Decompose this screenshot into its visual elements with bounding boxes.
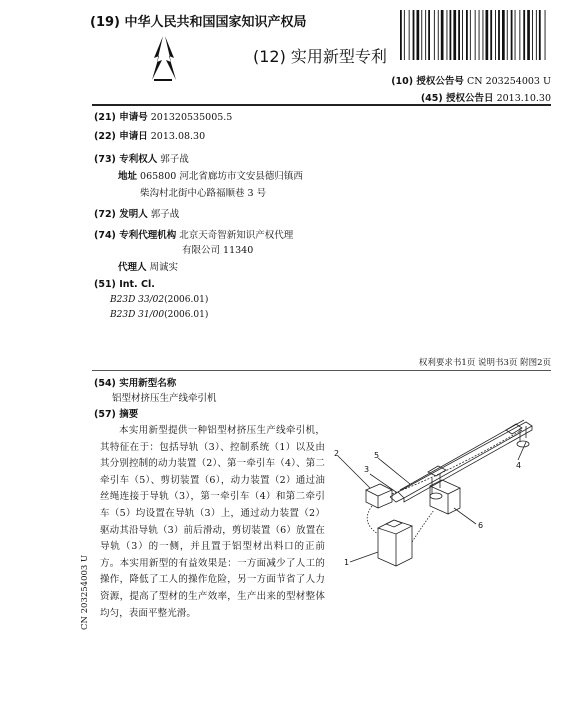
ipc-code: B23D 33/02 [110,295,165,305]
office-title: (19) 中华人民共和国国家知识产权局 [90,15,307,30]
cnipa-logo-icon [146,34,180,82]
inventor-row [94,206,179,220]
agency-line-1: 北京天奇智新知识产权代理 [179,230,294,241]
address-row [118,168,303,182]
publication-number-label: (10) 授权公告号 [391,76,464,87]
agency-row [94,227,293,241]
section-divider [92,370,551,371]
application-date: 2013.08.30 [150,131,206,142]
figure-label-2: 2 [334,449,340,458]
application-number-label: (21) 申请号 [94,112,148,123]
figure-label-5: 5 [374,451,380,460]
abstract-label-text: (57) 摘要 [94,409,139,420]
address-label: 地址 [118,171,138,182]
address-line-1: 065800 河北省廊坊市文安县德归镇西 [140,171,303,182]
figure-label-3: 3 [364,465,370,474]
patentee: 郭子战 [160,154,189,165]
ipc-code: B23D 31/00 [110,310,165,320]
application-date-label: (22) 申请日 [94,131,148,142]
title-label [94,375,176,389]
application-number: 201320535005.5 [150,112,233,123]
agent-label: 代理人 [118,262,147,273]
publication-number-row [391,73,551,87]
ipc-entry [110,295,208,305]
figure-label-6: 6 [478,521,484,530]
ipc-entry [110,310,208,320]
utility-model-title: 铝型材挤压生产线牵引机 [112,393,217,404]
agent-row [118,259,178,273]
application-date-row [94,128,205,142]
ipc-version: (2006.01) [164,310,209,320]
inventor: 郭子战 [150,209,180,220]
publication-date-label: (45) 授权公告日 [420,93,494,104]
figure-label-4: 4 [516,461,522,470]
page-count-note: 权利要求书1页 说明书3页 附图2页 [418,358,551,368]
publication-date-row [421,90,551,104]
ipc-label [94,279,155,290]
agency-line-2: 有限公司 11340 [182,245,254,256]
header-divider [92,104,551,106]
machine-drawing [330,412,558,580]
side-publication-code: CN 203254003 U [80,554,90,630]
ipc-label-text: (51) Int. Cl. [94,279,155,290]
figure-label-1: 1 [344,558,350,567]
application-number-row [94,109,232,123]
address-line-2: 柴沟村北街中心路福顺巷 3 号 [140,188,267,199]
publication-date: 2013.10.30 [496,93,551,104]
ipc-version: (2006.01) [164,295,209,305]
inventor-label: (72) 发明人 [94,209,148,220]
patentee-row [94,151,189,165]
abstract-text: 本实用新型提供一种铝型材挤压生产线牵引机，其特征在于：包括导轨（3）、控制系统（1）以及由其分别控制的动力装置（2）、第一牵引车（4）、第二牵引车（5）、剪切装置（6），动力装置（2）通过油丝绳连接于导轨（3），第一牵引车（4）和第二牵引车（5）均设置在导轨（3）上，通过动力装置（2）驱动其沿导轨（3）前后滑动，剪切装置（6）放置在导轨（3）的一侧，并且置于铝型材出料口的正前方。本实用新型的有益效果是：一方面减少了人工的操作，降低了工人的操作危险，另一方面节省了人力资源，提高了型材的生产效率，生产出来的型材整体均匀，表面平整光滑。 [100,425,325,619]
abstract-label [94,406,138,420]
barcode-icon [398,10,550,60]
agency-label: (74) 专利代理机构 [94,230,177,241]
patent-kind-title: (12) 实用新型专利 [253,47,387,66]
patentee-label: (73) 专利权人 [94,154,158,165]
title-label-text: (54) 实用新型名称 [94,378,177,389]
agent: 周诚实 [149,262,179,273]
publication-number: CN 203254003 U [466,76,551,87]
